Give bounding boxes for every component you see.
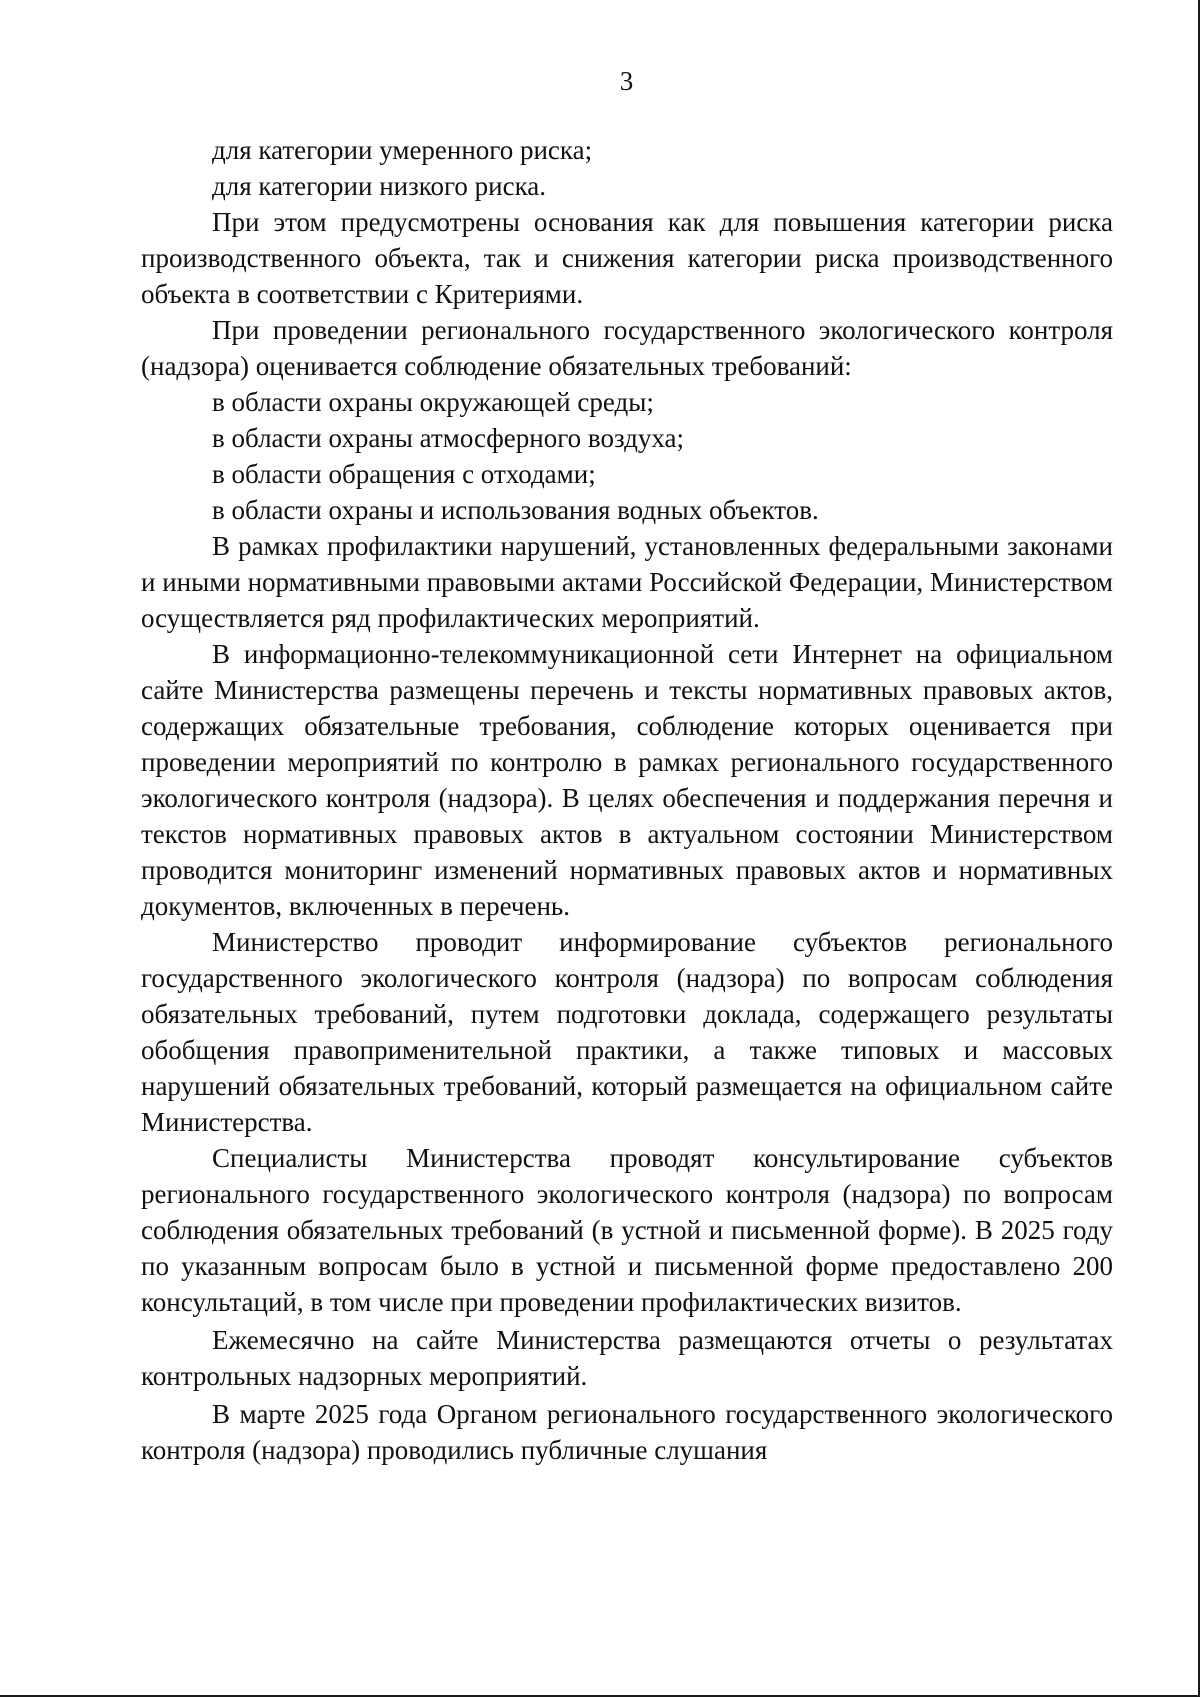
paragraph: Министерство проводит информирование субъектов регионального государственного экологического контроля (надзора) по вопросам соблюдения обязательных требований, путем подготовки доклада, содержащего результаты обобщения правоприменительной практики, а также типовых и массовых нарушений обязательных требований, который размещается на официальном сайте Министерства. bbox=[141, 927, 1113, 1137]
paragraph: В информационно-телекоммуникационной сети Интернет на официальном сайте Министерства размещены перечень и тексты нормативных правовых актов, содержащих обязательные требования, соблюдение которых оценивается при проведении мероприятий по контролю в рамках регионального государственного экологического контроля (надзора). В целях обеспечения и поддержания перечня и текстов нормативных правовых актов в актуальном состоянии Министерством проводится мониторинг изменений нормативных правовых актов и нормативных документов, включенных в перечень. bbox=[141, 639, 1113, 921]
page-number: 3 bbox=[619, 66, 634, 96]
paragraph: в области охраны и использования водных объектов. bbox=[212, 495, 819, 525]
paragraph: для категории низкого риска. bbox=[212, 171, 547, 201]
paragraph: При проведении регионального государственного экологического контроля (надзора) оценивается соблюдение обязательных требований: bbox=[141, 315, 1113, 381]
paragraph: для категории умеренного риска; bbox=[212, 135, 593, 165]
paragraph: В марте 2025 года Органом регионального государственного экологического контроля (надзора) проводились публичные слушания bbox=[141, 1399, 1113, 1465]
paragraph: Ежемесячно на сайте Министерства размещаются отчеты о результатах контрольных надзорных мероприятий. bbox=[141, 1325, 1113, 1391]
paragraph: в области обращения с отходами; bbox=[212, 459, 596, 489]
paragraph: в области охраны окружающей среды; bbox=[212, 387, 654, 417]
paragraph: Специалисты Министерства проводят консультирование субъектов регионального государственного экологического контроля (надзора) по вопросам соблюдения обязательных требований (в устной и письменной форме). В 2025 году по указанным вопросам было в устной и письменной форме предоставлено 200 консультаций, в том числе при проведении профилактических визитов. bbox=[141, 1143, 1113, 1317]
paragraph: При этом предусмотрены основания как для повышения категории риска производственного объекта, так и снижения категории риска производственного объекта в соответствии с Критериями. bbox=[141, 207, 1113, 309]
paragraph: в области охраны атмосферного воздуха; bbox=[212, 423, 684, 453]
paragraph: В рамках профилактики нарушений, установленных федеральными законами и иными нормативными правовыми актами Российской Федерации, Министерством осуществляется ряд профилактических мероприятий. bbox=[141, 531, 1113, 633]
document-body bbox=[141, 132, 1113, 1468]
